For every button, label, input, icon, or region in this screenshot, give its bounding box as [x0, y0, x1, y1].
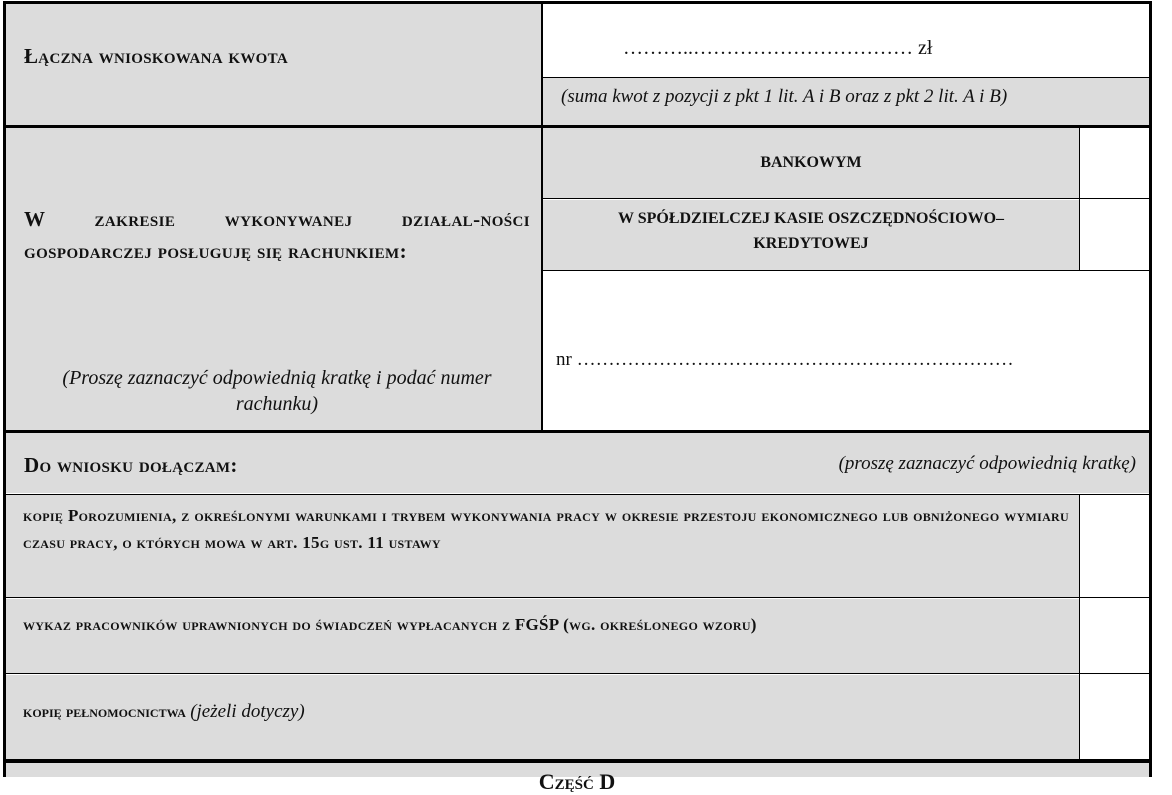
- attachment-item-poa-text: [23, 701, 305, 723]
- total-amount-field[interactable]: [543, 3, 1149, 77]
- frame-left: [3, 1, 6, 777]
- frame-right: [1149, 1, 1152, 777]
- attachment-item-poa-label: kopię pełnomocnictwa: [23, 702, 186, 721]
- total-hint: (suma kwot z pozycji z pkt 1 lit. A i B oraz z pkt 2 lit. A i B): [561, 86, 1008, 107]
- frame-top: [3, 1, 1152, 4]
- option-bank: [543, 128, 1079, 198]
- checkbox-cooperative[interactable]: [1080, 200, 1149, 270]
- total-hint-cell: [543, 78, 1149, 125]
- attachment-item-power-of-attorney: [5, 675, 1079, 759]
- attachment-item-poa-note: (jeżeli dotyczy): [190, 701, 305, 722]
- account-number-field[interactable]: [543, 271, 1149, 431]
- divider: [1079, 494, 1080, 762]
- attachments-heading: Do wniosku dołączam:: [24, 453, 238, 477]
- account-number-placeholder: nr ……………………………………………………………: [556, 349, 1014, 370]
- option-cooperative: [543, 200, 1079, 270]
- divider: [541, 3, 543, 431]
- account-label: W zakresie wykonywanej działal-ności gospodarczej posługuję się rachunkiem:: [24, 207, 530, 263]
- divider: [542, 270, 1150, 271]
- checkbox-employees[interactable]: [1080, 599, 1149, 673]
- account-instruction: (Proszę zaznaczyć odpowiednią kratkę i podać numer rachunku): [62, 367, 492, 415]
- option-cooperative-label: W SPÓŁDZIELCZEJ KASIE OSZCZĘDNOŚCIOWO–KREDYTOWEJ: [617, 210, 1005, 252]
- total-label: Łączna wnioskowana kwota: [24, 44, 288, 68]
- divider: [4, 125, 1150, 128]
- attachment-item-employees-label: wykaz pracowników uprawnionych do świadczeń wypłacanych z FGŚP (wg. określonego wzoru): [23, 615, 757, 634]
- checkbox-agreement[interactable]: [1080, 495, 1149, 597]
- divider: [542, 77, 1150, 78]
- divider: [4, 430, 1150, 433]
- attachment-item-agreement-label: kopię Porozumienia, z określonymi warunkami i trybem wykonywania pracy w okresie przestoju ekonomicznego lub obniżonego wymiaru czasu pracy, o których mowa w art. 15g ust. 11 ustawy: [23, 506, 1069, 552]
- divider: [1079, 128, 1080, 271]
- checkbox-power-of-attorney[interactable]: [1080, 675, 1149, 759]
- divider: [4, 494, 1150, 495]
- divider: [4, 673, 1150, 674]
- attachments-hint: (proszę zaznaczyć odpowiednią kratkę): [838, 453, 1136, 474]
- next-section-title: Część D: [538, 769, 616, 794]
- checkbox-bank[interactable]: [1080, 128, 1149, 198]
- option-bank-label: BANKOWYM: [760, 154, 862, 171]
- divider: [4, 759, 1150, 763]
- divider: [4, 597, 1150, 598]
- attachments-heading-cell: [5, 433, 1149, 493]
- attachment-item-employees: [5, 599, 1079, 673]
- total-amount-placeholder: ………..…………………………… zł: [623, 37, 933, 59]
- next-section-strip: [5, 763, 1149, 794]
- attachment-item-agreement: [5, 495, 1079, 597]
- divider: [542, 198, 1150, 199]
